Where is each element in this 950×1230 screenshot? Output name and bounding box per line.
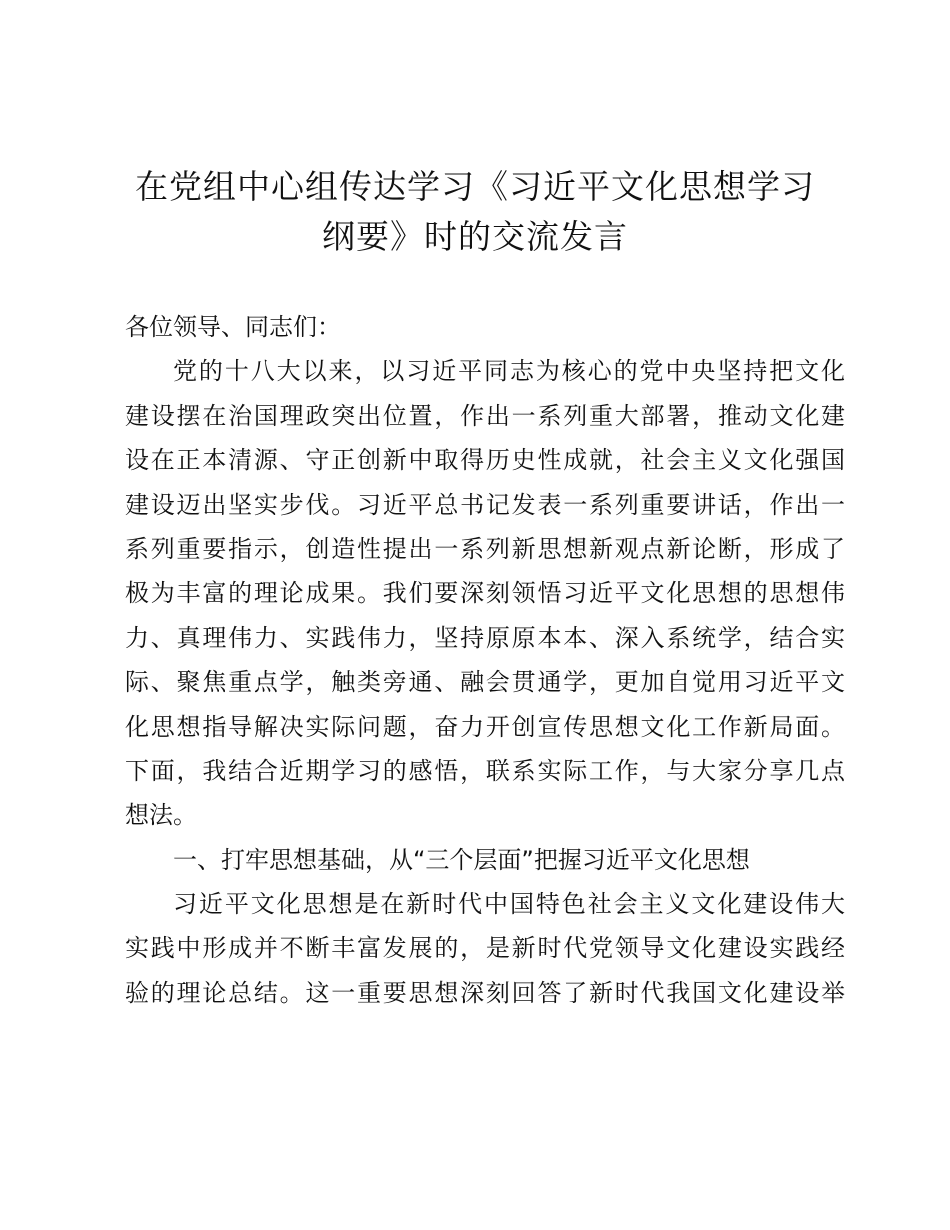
document-title <box>100 162 850 262</box>
paragraph-line: 极为丰富的理论成果。我们要深刻领悟习近平文化思想的思想伟 <box>125 579 845 608</box>
paragraph-line: 想法。 <box>125 801 197 830</box>
document-body <box>125 305 845 1015</box>
title-line-1: 在党组中心组传达学习《习近平文化思想学习 <box>135 167 815 206</box>
paragraph-line: 系列重要指示，创造性提出一系列新思想新观点新论断，形成了 <box>125 534 845 563</box>
title-line-2: 纲要》时的交流发言 <box>322 217 628 256</box>
paragraph-line: 际、聚焦重点学，触类旁通、融会贯通学，更加自觉用习近平文 <box>125 668 845 697</box>
paragraph-line: 党的十八大以来，以习近平同志为核心的党中央坚持把文化 <box>173 357 845 386</box>
section-heading: 一、打牢思想基础，从“三个层面”把握习近平文化思想 <box>173 845 750 874</box>
paragraph-line: 下面，我结合近期学习的感悟，联系实际工作，与大家分享几点 <box>125 756 845 785</box>
paragraph-line: 化思想指导解决实际问题，奋力开创宣传思想文化工作新局面。 <box>125 712 845 741</box>
paragraph-line: 实践中形成并不断丰富发展的，是新时代党领导文化建设实践经 <box>125 934 845 963</box>
paragraph-line: 建设摆在治国理政突出位置，作出一系列重大部署，推动文化建 <box>125 401 845 430</box>
salutation: 各位领导、同志们： <box>125 313 341 341</box>
paragraph-line: 力、真理伟力、实践伟力，坚持原原本本、深入系统学，结合实 <box>125 623 845 652</box>
paragraph-line: 设在正本清源、守正创新中取得历史性成就，社会主义文化强国 <box>125 446 845 475</box>
paragraph-line: 建设迈出坚实步伐。习近平总书记发表一系列重要讲话，作出一 <box>125 490 845 519</box>
paragraph-line: 验的理论总结。这一重要思想深刻回答了新时代我国文化建设举 <box>125 978 845 1007</box>
paragraph-line: 习近平文化思想是在新时代中国特色社会主义文化建设伟大 <box>173 890 845 919</box>
